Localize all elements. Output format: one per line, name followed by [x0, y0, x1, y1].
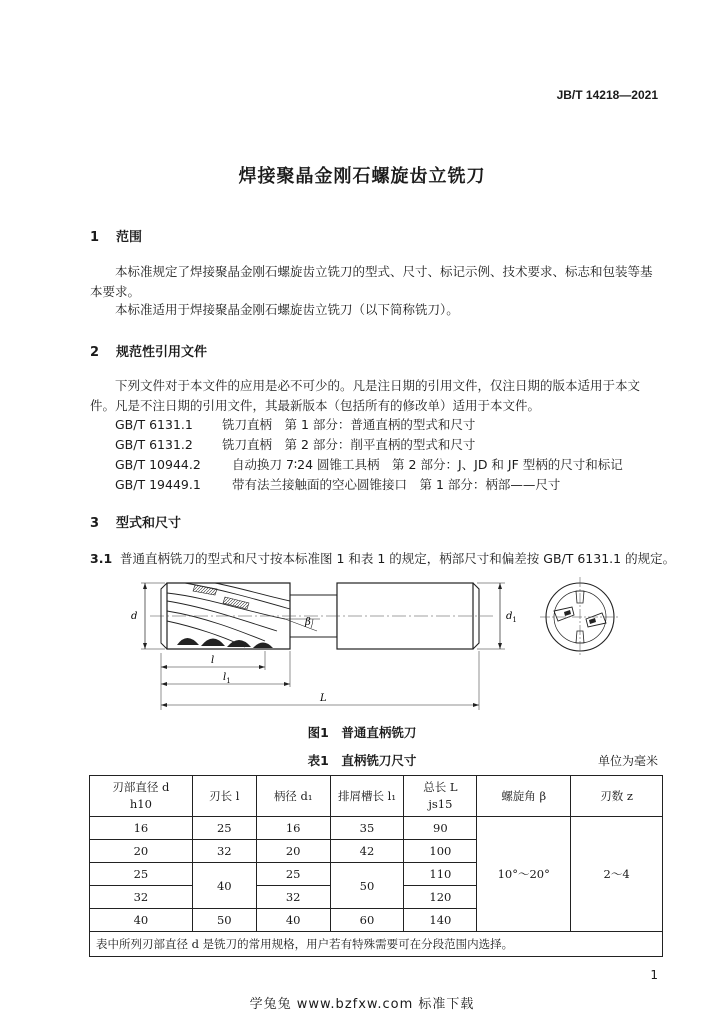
section-number: 3 [90, 516, 100, 531]
reference-code: GB/T 10944.2 [115, 457, 201, 472]
cell-d: 40 [90, 909, 193, 932]
cell-helix-angle: 10°～20° [477, 817, 571, 932]
section-1-heading [90, 226, 142, 245]
cell-d: 16 [90, 817, 193, 840]
site-footer: 学兔兔 www.bzfxw.com 标准下载 [249, 997, 475, 1012]
clause-text: 普通直柄铣刀的型式和尺寸按本标准图 1 和表 1 的规定，柄部尺寸和偏差按 GB/T 6131.1 的规定。 [120, 551, 676, 566]
scope-paragraph-2: 本标准适用于焊接聚晶金刚石螺旋齿立铣刀（以下简称铣刀）。 [115, 302, 459, 317]
table-note: 表中所列刃部直径 d 是铣刀的常用规格，用户若有特殊需要可在分段范围内选择。 [90, 932, 663, 957]
table-note-row [90, 932, 663, 957]
cell-l1: 35 [330, 817, 404, 840]
table-caption: 表1 直柄铣刀尺寸 [307, 753, 417, 768]
reference-item [115, 455, 623, 473]
reference-item [115, 435, 475, 453]
header-shank-diameter: 柄径 d₁ [256, 776, 330, 817]
cell-l: 50 [192, 909, 256, 932]
reference-code: GB/T 6131.1 [115, 417, 193, 432]
page-number: 1 [650, 968, 658, 982]
dim-label-d1: $d_1$ [506, 611, 517, 624]
cell-l1: 60 [330, 909, 404, 932]
cell-l: 40 [192, 863, 256, 909]
table-unit: 单位为毫米 [597, 754, 658, 768]
table-row [90, 817, 663, 840]
dim-label-L: L [320, 693, 327, 704]
dim-label-l1: $l_1$ [223, 672, 231, 685]
cell-L: 110 [404, 863, 477, 886]
cell-l1: 42 [330, 840, 404, 863]
section-number: 2 [90, 345, 100, 360]
table-header-row [90, 776, 663, 817]
header-overall-length: 总长 L js15 [404, 776, 477, 817]
dim-label-l: l [211, 655, 215, 666]
cell-L: 100 [404, 840, 477, 863]
figure-caption: 图1 普通直柄铣刀 [307, 725, 417, 740]
reference-code: GB/T 6131.2 [115, 437, 193, 452]
reference-title: 自动换刀 7∶24 圆锥工具柄 第 2 部分：J、JD 和 JF 型柄的尺寸和标记 [232, 457, 623, 472]
reference-item [115, 475, 560, 493]
section-3-heading [90, 512, 181, 531]
standard-code: JB/T 14218—2021 [556, 88, 658, 102]
clause-3-1 [90, 549, 675, 567]
section-number: 1 [90, 230, 100, 245]
header-number-of-teeth: 刃数 z [571, 776, 663, 817]
header-flute-length: 排屑槽长 l₁ [330, 776, 404, 817]
header-helix-angle: 螺旋角 β [477, 776, 571, 817]
end-mill-drawing [125, 575, 645, 715]
header-cutting-length: 刃长 l [192, 776, 256, 817]
document-title: 焊接聚晶金刚石螺旋齿立铣刀 [238, 166, 486, 187]
reference-code: GB/T 19449.1 [115, 477, 201, 492]
cell-d: 20 [90, 840, 193, 863]
header-cutting-diameter: 刃部直径 d h10 [90, 776, 193, 817]
normative-references-paragraph: 下列文件对于本文件的应用是必不可少的。凡是注日期的引用文件，仅注日期的版本适用于本文件。凡是不注日期的引用文件，其最新版本（包括所有的修改单）适用于本文件。 [90, 378, 641, 413]
cell-L: 140 [404, 909, 477, 932]
cell-number-of-teeth: 2～4 [571, 817, 663, 932]
section-title: 型式和尺寸 [116, 516, 182, 531]
reference-title: 带有法兰接触面的空心圆锥接口 第 1 部分：柄部——尺寸 [232, 477, 561, 492]
dimensions-table [89, 775, 663, 957]
end-view [540, 577, 620, 657]
section-title: 范围 [116, 230, 143, 245]
cell-L: 120 [404, 886, 477, 909]
cell-L: 90 [404, 817, 477, 840]
reference-title: 铣刀直柄 第 2 部分：削平直柄的型式和尺寸 [222, 437, 476, 452]
angle-label-beta: β [305, 617, 311, 628]
reference-title: 铣刀直柄 第 1 部分：普通直柄的型式和尺寸 [222, 417, 476, 432]
cell-d1: 16 [256, 817, 330, 840]
cell-l1: 50 [330, 863, 404, 909]
cell-l: 25 [192, 817, 256, 840]
dim-label-d: d [131, 611, 138, 622]
reference-item [115, 415, 475, 433]
cell-d: 32 [90, 886, 193, 909]
section-title: 规范性引用文件 [116, 345, 208, 360]
scope-paragraph-1: 本标准规定了焊接聚晶金刚石螺旋齿立铣刀的型式、尺寸、标记示例、技术要求、标志和包装等基本要求。 [90, 264, 653, 299]
cell-d: 25 [90, 863, 193, 886]
cell-l: 32 [192, 840, 256, 863]
cell-d1: 32 [256, 886, 330, 909]
cell-d1: 20 [256, 840, 330, 863]
clause-number: 3.1 [90, 551, 113, 566]
section-2-heading [90, 341, 207, 360]
cell-d1: 25 [256, 863, 330, 886]
cell-d1: 40 [256, 909, 330, 932]
